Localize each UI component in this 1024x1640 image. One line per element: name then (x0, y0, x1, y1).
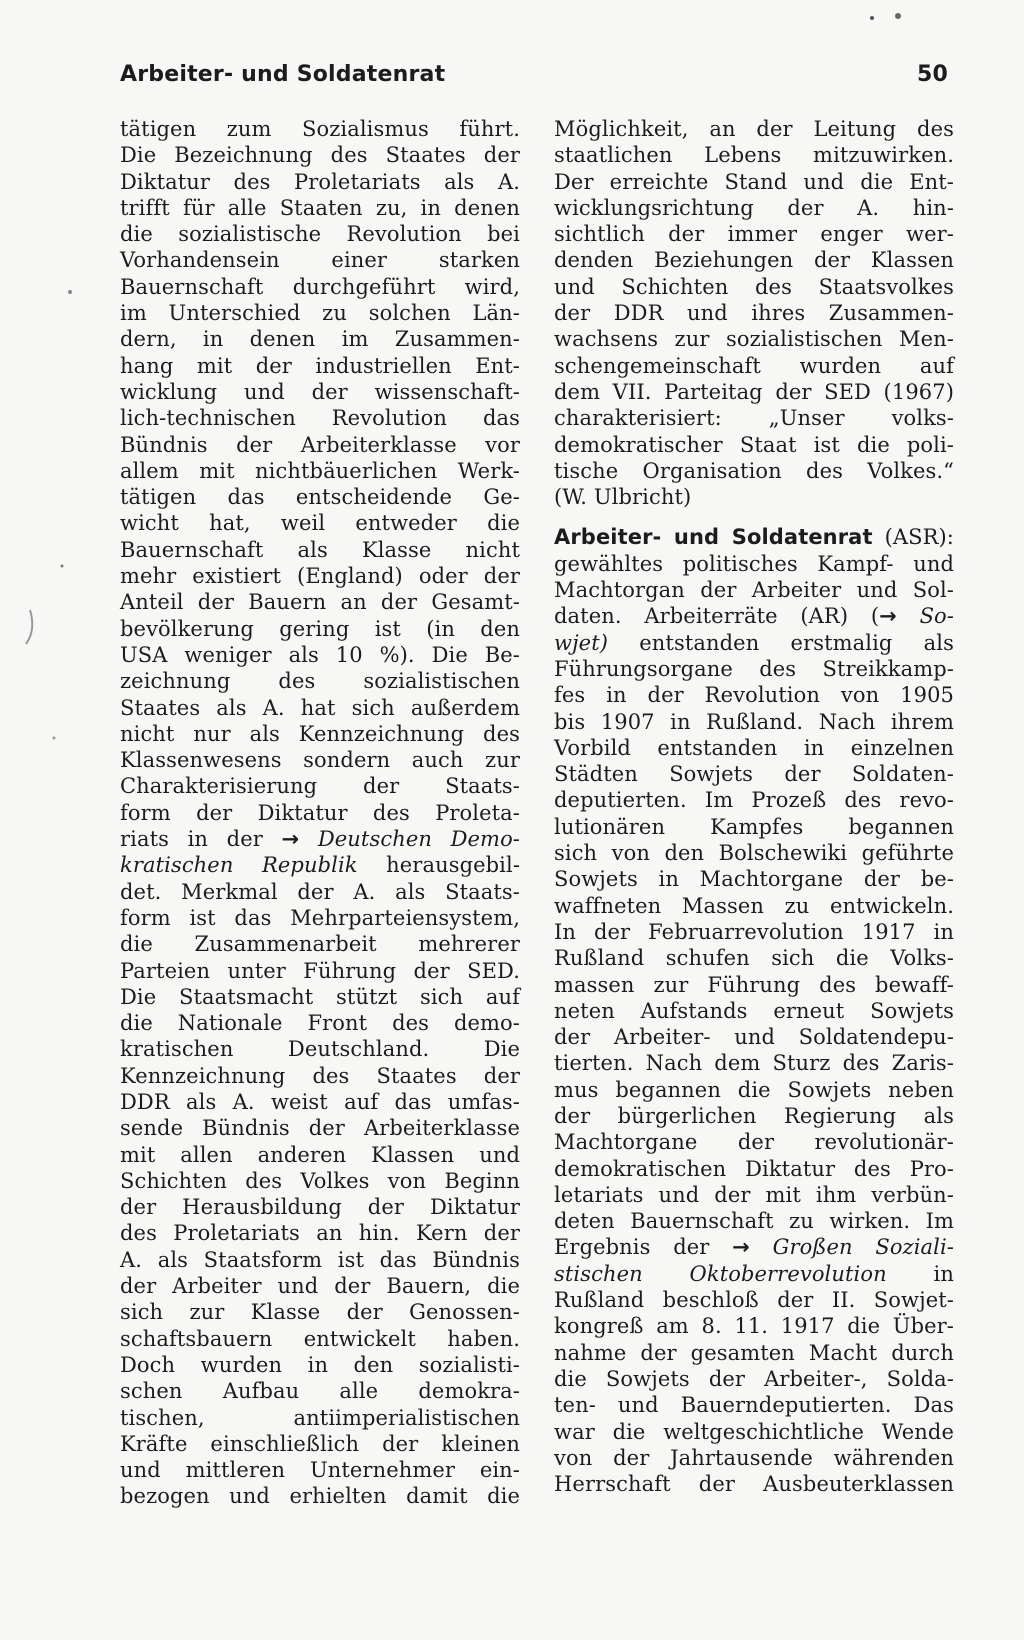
text-line: tische Organisation des Volkes.“ (554, 458, 954, 483)
text-line: wicklung und der wissenschaft- (120, 379, 520, 404)
text-line: Der erreichte Stand und die Ent- (554, 169, 954, 194)
scan-speck (895, 13, 901, 19)
cross-reference-arrow-icon: → (281, 827, 300, 852)
text-line: kratischen Deutschland. Die (120, 1037, 520, 1062)
text-line: die Sowjets der Arbeiter-, Solda- (554, 1366, 954, 1391)
text-line: lich-technischen Revolution das (120, 406, 520, 431)
text-line: Vorbild entstanden in einzelnen (554, 735, 954, 760)
text-line: demokratischer Staat ist die poli- (554, 432, 954, 457)
text-line: fes in der Revolution von 1905 (554, 683, 954, 708)
text-line: schaftsbauern entwickelt haben. (120, 1326, 520, 1351)
text-line: form ist das Mehrparteiensystem, (120, 905, 520, 930)
text-line: die Zusammenarbeit mehrerer (120, 932, 520, 957)
text-line: wicklungsrichtung der A. hin- (554, 195, 954, 220)
entry-keyword: Arbeiter- und Soldatenrat (554, 525, 873, 550)
text-line: mus begannen die Sowjets neben (554, 1077, 954, 1102)
text-line: war die weltgeschichtliche Wende (554, 1419, 954, 1444)
text-line: Herrschaft der Ausbeuterklassen (554, 1472, 954, 1497)
text-line: Rußland schufen sich die Volks- (554, 946, 954, 971)
text-line: wachsens zur sozialistischen Men- (554, 327, 954, 352)
text-line: deten Bauernschaft zu wirken. Im (554, 1209, 954, 1234)
text-line: tischen, antiimperialistischen (120, 1405, 520, 1430)
cross-reference-term: Deutschen Demo- (317, 827, 521, 852)
running-title: Arbeiter- und Soldatenrat (120, 62, 446, 87)
text-line: lutionären Kampfes begannen (554, 814, 954, 839)
text-line: Städten Sowjets der Soldaten- (554, 762, 954, 787)
cross-reference-arrow-icon: → (879, 604, 897, 629)
text-line: der Arbeiter- und Soldatendepu- (554, 1025, 954, 1050)
right-column (554, 116, 954, 1497)
text-line: tierten. Nach dem Sturz des Zaris- (554, 1051, 954, 1076)
text-line: von der Jahrtausende währenden (554, 1445, 954, 1470)
text-line: allem mit nichtbäuerlichen Werk- (120, 458, 520, 483)
left-column (120, 116, 520, 1510)
text-line: Anteil der Bauern an der Gesamt- (120, 590, 520, 615)
text-line: dem VII. Parteitag der SED (1967) (554, 379, 954, 404)
text-line: schen Aufbau alle demokra- (120, 1379, 520, 1404)
scan-speck (870, 16, 874, 20)
text-line: im Unterschied zu solchen Län- (120, 301, 520, 326)
text-line: sich zur Klasse der Genossen- (120, 1300, 520, 1325)
page-number: 50 (916, 62, 948, 87)
text-line: der Arbeiter und der Bauern, die (120, 1274, 520, 1299)
text-line: mit allen anderen Klassen und (120, 1142, 520, 1167)
text-line: Führungsorgane des Streikkamp- (554, 656, 954, 681)
text-line: die Nationale Front des demo- (120, 1011, 520, 1036)
text-line: demokratischen Diktatur des Pro- (554, 1156, 954, 1181)
text-line: Bauernschaft als Klasse nicht (120, 537, 520, 562)
text-line-with-reference (554, 1261, 954, 1287)
cross-reference-arrow-icon: → (732, 1235, 750, 1260)
text-line: trifft für alle Staaten zu, in denen (120, 195, 520, 220)
text-line: Die Bezeichnung des Staates der (120, 143, 520, 168)
text-line: det. Merkmal der A. als Staats- (120, 879, 520, 904)
text-line: der Herausbildung der Diktatur (120, 1195, 520, 1220)
text-line: Bündnis der Arbeiterklasse vor (120, 432, 520, 457)
cross-reference-term: kratischen Republik (120, 853, 358, 878)
text-line: Charakterisierung der Staats- (120, 774, 520, 799)
text-line: deputierten. Im Prozeß des revo- (554, 788, 954, 813)
text-fragment: in (933, 1261, 954, 1286)
cross-reference-term: Großen Soziali- (772, 1235, 954, 1260)
text-line: sichtlich der immer enger wer- (554, 222, 954, 247)
text-line: Vorhandensein einer starken (120, 248, 520, 273)
text-line: massen zur Führung des bewaff- (554, 972, 954, 997)
text-line: In der Februarrevolution 1917 in (554, 919, 954, 944)
text-line-with-reference (554, 1234, 954, 1260)
text-line: tätigen zum Sozialismus führt. (120, 117, 520, 141)
text-line: nicht nur als Kennzeichnung des (120, 721, 520, 746)
text-line: Kennzeichnung des Staates der (120, 1063, 520, 1088)
text-line: nahme der gesamten Macht durch (554, 1340, 954, 1365)
text-line-with-reference (120, 826, 520, 852)
text-line: A. als Staatsform ist das Bündnis (120, 1247, 520, 1272)
text-line: tätigen das entscheidende Ge- (120, 485, 520, 510)
text-line: Bauernschaft durchgeführt wird, (120, 274, 520, 299)
text-line: bezogen und erhielten damit die (120, 1484, 520, 1509)
text-line: zeichnung des sozialistischen (120, 669, 520, 694)
cross-reference-term: wjet) (554, 630, 609, 655)
text-line-with-reference (554, 603, 954, 629)
text-line: Machtorgan der Arbeiter und Sol- (554, 578, 954, 603)
text-fragment: riats in der (120, 827, 263, 852)
text-line: Kräfte einschließlich der kleinen (120, 1431, 520, 1456)
text-line: die sozialistische Revolution bei (120, 222, 520, 247)
text-line: des Proletariats an hin. Kern der (120, 1221, 520, 1246)
text-fragment: entstanden erstmalig als (639, 630, 954, 655)
text-line: Parteien unter Führung der SED. (120, 958, 520, 983)
text-line: der DDR und ihres Zusammen- (554, 301, 954, 326)
text-line: DDR als A. weist auf das umfas- (120, 1089, 520, 1114)
text-line: bevölkerung gering ist (in den (120, 616, 520, 641)
text-line: Möglichkeit, an der Leitung des (554, 117, 954, 141)
text-line: Die Staatsmacht stützt sich auf (120, 984, 520, 1009)
text-line: Diktatur des Proletariats als A. (120, 169, 520, 194)
text-line: letariats und der mit ihm verbün- (554, 1182, 954, 1207)
text-line: form der Diktatur des Proleta- (120, 800, 520, 825)
scan-speck (53, 737, 56, 740)
text-line: Sowjets in Machtorgane der be- (554, 867, 954, 892)
text-line: wicht hat, weil entweder die (120, 511, 520, 536)
text-line: sich von den Bolschewiki geführte (554, 841, 954, 866)
text-line: Rußland beschloß der II. Sowjet- (554, 1288, 954, 1313)
text-line: Schichten des Volkes von Beginn (120, 1168, 520, 1193)
cross-reference-term: So- (919, 604, 954, 629)
cross-reference-term: stischen Oktoberrevolution (554, 1261, 887, 1286)
text-fragment: herausgebil- (386, 853, 521, 878)
text-line: hang mit der industriellen Ent- (120, 353, 520, 378)
scan-speck (68, 290, 72, 294)
text-line: Klassenwesens sondern auch zur (120, 748, 520, 773)
text-line: USA weniger als 10 %). Die Be- (120, 642, 520, 667)
scan-speck (61, 565, 64, 568)
text-line: dern, in denen im Zusammen- (120, 327, 520, 352)
scan-speck (26, 610, 32, 644)
text-line: charakterisiert: „Unser volks- (554, 406, 954, 431)
text-line: neten Aufstands erneut Sowjets (554, 998, 954, 1023)
running-head (120, 62, 948, 98)
text-line: denden Beziehungen der Klassen (554, 248, 954, 273)
text-line: gewähltes politisches Kampf- und (554, 551, 954, 576)
entry-abbreviation: (ASR): (884, 525, 954, 550)
text-line: der bürgerlichen Regierung als (554, 1103, 954, 1128)
text-line: bis 1907 in Rußland. Nach ihrem (554, 709, 954, 734)
entry-heading-line (554, 524, 954, 550)
text-line: waffneten Massen zu entwickeln. (554, 893, 954, 918)
text-line: und mittleren Unternehmer ein- (120, 1458, 520, 1483)
text-line: mehr existiert (England) oder der (120, 564, 520, 589)
text-line: sende Bündnis der Arbeiterklasse (120, 1116, 520, 1141)
text-line: schengemeinschaft wurden auf (554, 353, 954, 378)
text-line: staatlichen Lebens mitzuwirken. (554, 143, 954, 168)
text-line: und Schichten des Staatsvolkes (554, 274, 954, 299)
text-line-with-reference (554, 630, 954, 656)
text-fragment: daten. Arbeiterräte (AR) ( (554, 604, 880, 629)
text-line: Staates als A. hat sich außerdem (120, 695, 520, 720)
text-line: (W. Ulbricht) (554, 485, 692, 510)
text-line-with-reference (120, 852, 520, 878)
text-line: Doch wurden in den sozialisti- (120, 1352, 520, 1377)
text-fragment: Ergebnis der (554, 1235, 710, 1260)
text-line: kongreß am 8. 11. 1917 die Über- (554, 1314, 954, 1339)
text-line: ten- und Bauerndeputierten. Das (554, 1393, 954, 1418)
text-line: Machtorgane der revolutionär- (554, 1130, 954, 1155)
